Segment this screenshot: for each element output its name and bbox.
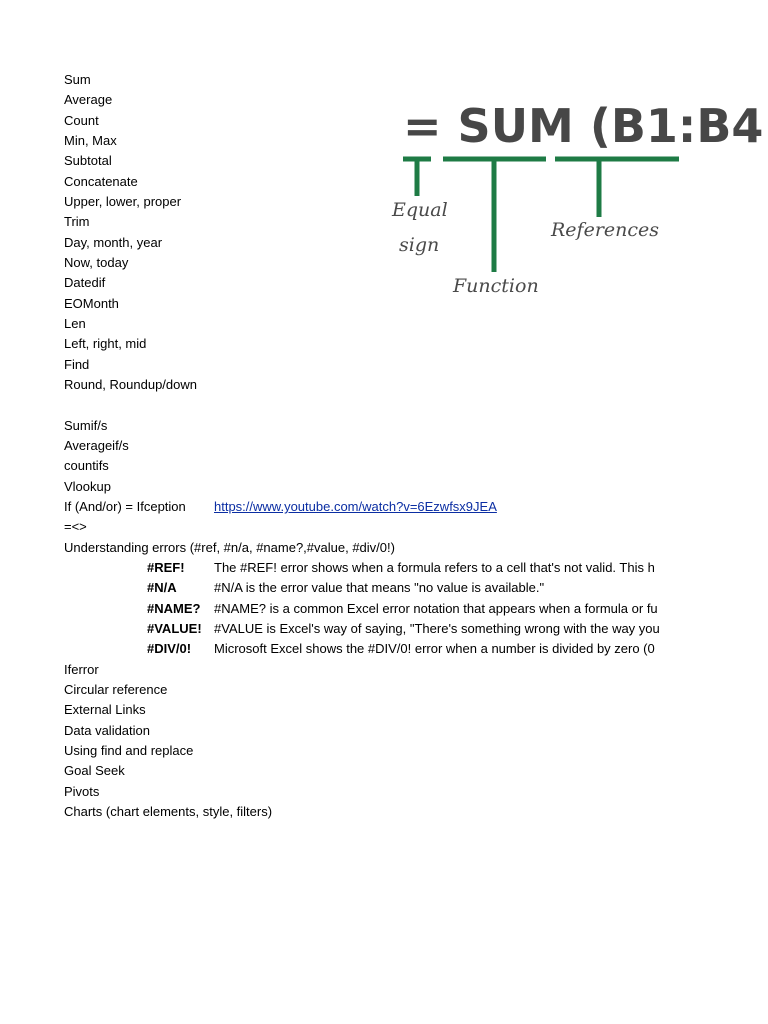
- error-desc-div0: Microsoft Excel shows the #DIV/0! error when a number is divided by zero (0: [214, 641, 655, 656]
- topic-data-validation: Data validation: [64, 723, 150, 738]
- ifception-video-link[interactable]: https://www.youtube.com/watch?v=6Ezwfsx9JEA: [214, 499, 497, 514]
- topic-circular-reference: Circular reference: [64, 682, 168, 697]
- error-code-value: #VALUE!: [147, 621, 202, 636]
- topic-day-month-year: Day, month, year: [64, 235, 163, 250]
- topic-concatenate: Concatenate: [64, 174, 138, 189]
- topic-find: Find: [64, 357, 90, 372]
- topic-min-max: Min, Max: [64, 133, 117, 148]
- topic-subtotal: Subtotal: [64, 153, 112, 168]
- error-desc-name: #NAME? is a common Excel error notation that appears when a formula or fu: [214, 601, 658, 616]
- label-equal-line1: Equal: [392, 199, 448, 221]
- topic-charts: Charts (chart elements, style, filters): [64, 804, 273, 819]
- topic-round: Round, Roundup/down: [64, 377, 197, 392]
- topic-now-today: Now, today: [64, 255, 129, 270]
- topic-datedif: Datedif: [64, 275, 106, 290]
- label-function: Function: [453, 275, 539, 297]
- topic-trim: Trim: [64, 214, 90, 229]
- label-equal-line2: sign: [399, 234, 440, 256]
- topic-average: Average: [64, 92, 113, 107]
- topic-ifception: If (And/or) = Ifception: [64, 499, 186, 514]
- topic-eomonth: EOMonth: [64, 296, 119, 311]
- error-desc-ref: The #REF! error shows when a formula refers to a cell that's not valid. This h: [214, 560, 655, 575]
- topic-goal-seek: Goal Seek: [64, 763, 125, 778]
- topic-count: Count: [64, 113, 99, 128]
- topic-external-links: External Links: [64, 702, 146, 717]
- topic-pivots: Pivots: [64, 784, 100, 799]
- formula-text: = SUM (B1:B4: [403, 99, 764, 153]
- error-desc-value: #VALUE is Excel's way of saying, "There's something wrong with the way you: [214, 621, 660, 636]
- topic-sum: Sum: [64, 72, 91, 87]
- topic-vlookup: Vlookup: [64, 479, 111, 494]
- error-code-name: #NAME?: [147, 601, 201, 616]
- errors-heading: Understanding errors (#ref, #n/a, #name?,#value, #div/0!): [64, 540, 395, 555]
- topic-iferror: Iferror: [64, 662, 99, 677]
- topic-upper-lower-proper: Upper, lower, proper: [64, 194, 182, 209]
- label-references: References: [551, 219, 660, 241]
- formula-anatomy-svg: [385, 88, 764, 310]
- topic-averageifs: Averageif/s: [64, 438, 129, 453]
- formula-anatomy-diagram: [385, 88, 764, 310]
- topic-countifs: countifs: [64, 458, 109, 473]
- topic-operators: =<>: [64, 519, 87, 534]
- topic-sumifs: Sumif/s: [64, 418, 108, 433]
- topic-len: Len: [64, 316, 86, 331]
- error-code-div0: #DIV/0!: [147, 641, 192, 656]
- topic-find-replace: Using find and replace: [64, 743, 194, 758]
- topic-left-right-mid: Left, right, mid: [64, 336, 147, 351]
- error-code-ref: #REF!: [147, 560, 185, 575]
- error-code-na: #N/A: [147, 580, 177, 595]
- error-desc-na: #N/A is the error value that means "no value is available.": [214, 580, 545, 595]
